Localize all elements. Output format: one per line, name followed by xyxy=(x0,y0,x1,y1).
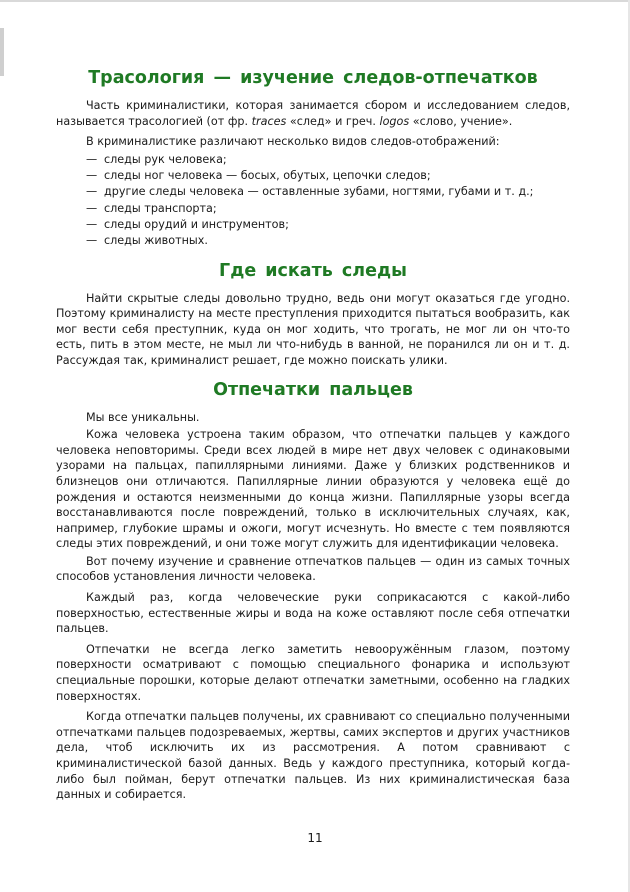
paragraph-identification-method: Вот почему изучение и сравнение отпечатков пальцев — один из самых точных способов установления личности человека. xyxy=(56,554,570,584)
paragraph-comparison: Когда отпечатки пальцев получены, их сравнивают со специально полученными отпечатками пальцев подозреваемых, жертвы, самих экспертов и других участников дела, чтоб исключить их из рассмотрения. А потом сравнивают с криминалистической базой данных. Ведь у каждого преступника, который когда-либо был пойман, берут отпечатки пальцев. Из них криминалистическая база данных и собирается. xyxy=(56,710,570,802)
trace-types-list xyxy=(56,152,570,250)
list-item: — другие следы человека — оставленные зубами, ногтями, губами и т. д.; xyxy=(86,184,570,200)
paragraph-skin-structure: Кожа человека устроена таким образом, что отпечатки пальцев у каждого человека неповторимы. Среди всех людей в мире нет двух человек с одинаковыми узорами на пальцах, папиллярными линиями. Даже у близких родственников и близнецов они отличаются. Папиллярные линии образуются у человека ещё до рождения и остаются неизменными до конца жизни. Папиллярные узоры всегда восстанавливаются после повреждений, только в исключительных случаях, как, например, глубокие шрамы и ожоги, могут исчезнуть. Но вместе с тем появляются следы этих повреждений, и они тоже могут служить для идентификации человека. xyxy=(56,428,570,551)
list-item: — следы транспорта; xyxy=(86,201,570,217)
page-content xyxy=(56,62,570,805)
paragraph-trasology-definition: Часть криминалистики, которая занимается сбором и исследованием следов, называется трасологией (от фр. traces «след» и греч. logos «слово, учение». xyxy=(56,99,570,128)
section-title-fingerprints: Отпечатки пальцев xyxy=(213,379,413,400)
paragraph-trace-types-intro: В криминалистике различают несколько видов следов-отображений: xyxy=(86,135,500,149)
paragraph-touch-surfaces: Каждый раз, когда человеческие руки соприкасаются с какой-либо поверхностью, естественные жиры и вода на коже оставляют после себя отпечатки пальцев. xyxy=(56,591,570,636)
section-title-trasology: Трасология — изучение следов-отпечатков xyxy=(88,68,538,88)
paragraph-unique: Мы все уникальны. xyxy=(86,410,200,424)
page-number: 11 xyxy=(307,831,323,845)
page-edge-left xyxy=(0,28,4,76)
list-item: — следы ног человека — босых, обутых, цепочки следов; xyxy=(86,168,570,184)
section-title-where-to-look: Где искать следы xyxy=(219,260,407,281)
list-item: — следы рук человека; xyxy=(86,152,570,168)
paragraph-where-to-look: Найти скрытые следы довольно трудно, ведь они могут оказаться где угодно. Поэтому криминалисту на месте преступления приходится пытаться вообразить, как мог вести себя преступник, куда он мог ходить, что трогать, не мог ли он что-то есть, пить в этом месте, не мыл ли что-нибудь в ванной, не поранился ли он и т. д. Рассуждая так, криминалист решает, где можно поискать улики. xyxy=(56,291,570,367)
list-item: — следы орудий и инструментов; xyxy=(86,217,570,233)
paragraph-detection: Отпечатки не всегда легко заметить невооружённым глазом, поэтому поверхности осматривают с помощью специального фонарика и используют специальные порошки, которые делают отпечатки заметными, особенно на гладких поверхностях. xyxy=(56,642,570,703)
page-edge-top xyxy=(0,0,630,2)
list-item: — следы животных. xyxy=(86,233,570,249)
